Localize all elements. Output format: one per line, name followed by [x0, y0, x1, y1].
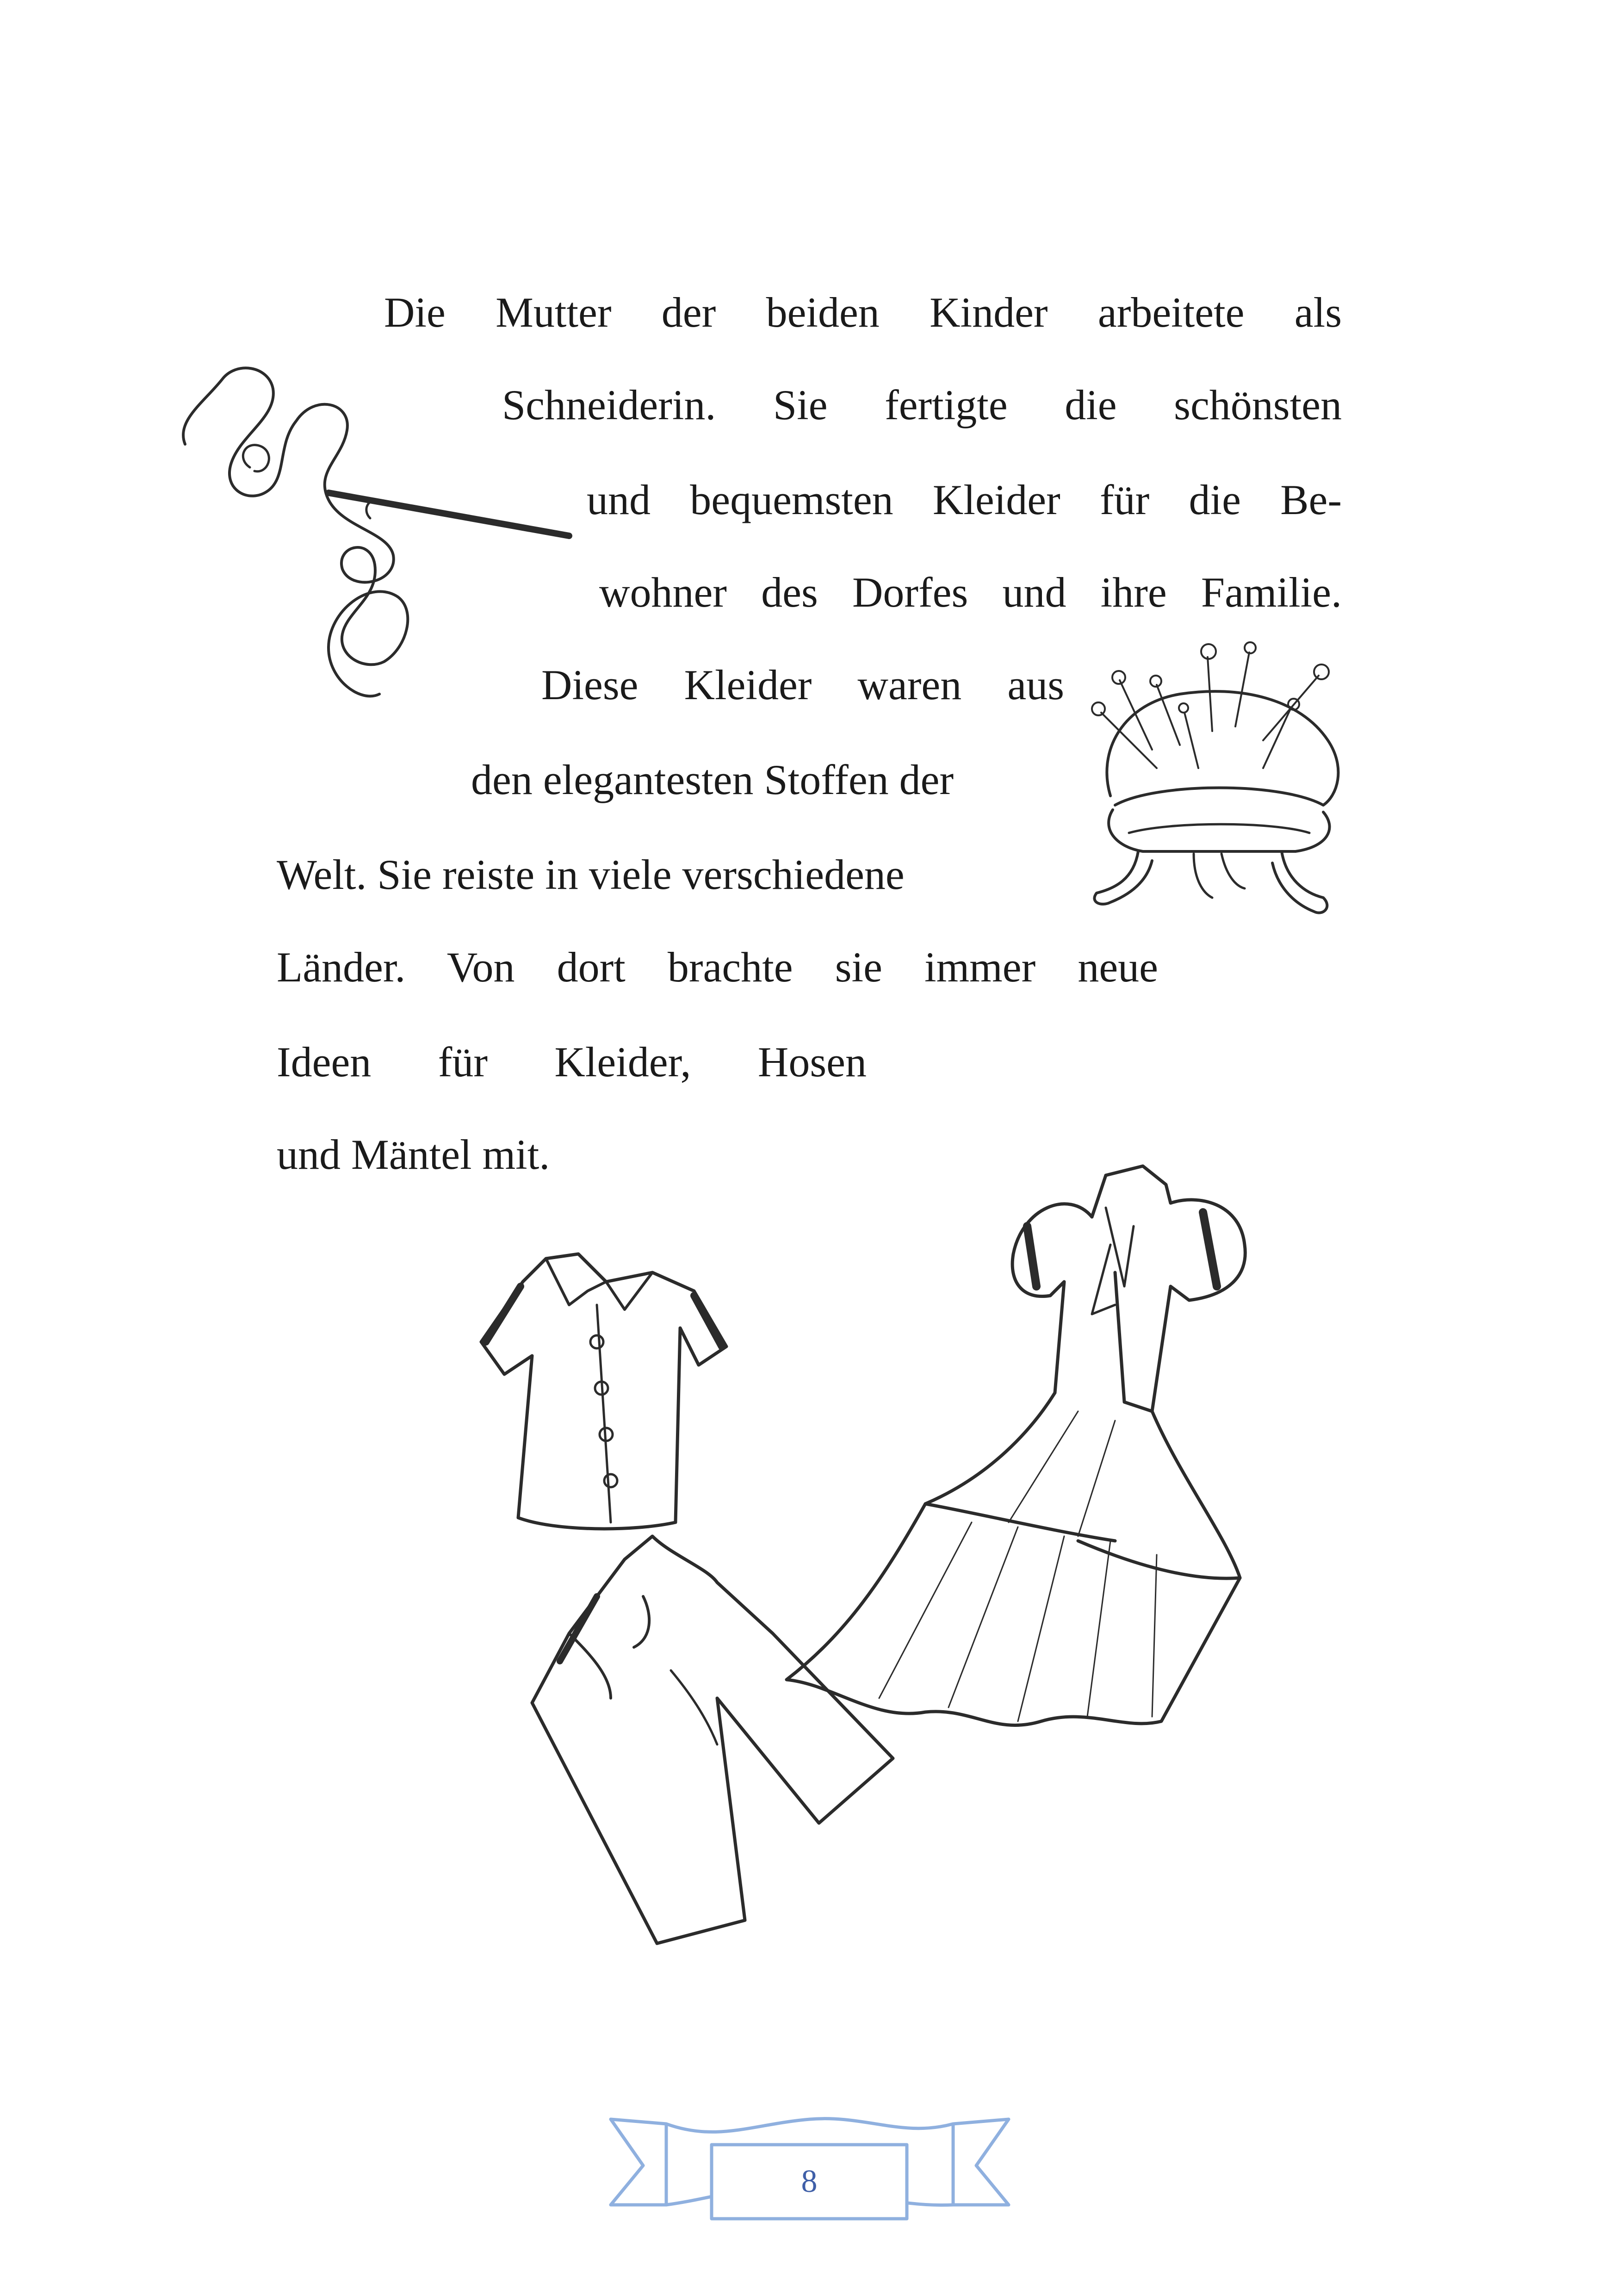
text-line-3: und bequemsten Kleider für die Be- [587, 476, 1342, 523]
pincushion-icon [1087, 629, 1356, 944]
text-line-1: Die Mutter der beiden Kinder arbeitete als [384, 289, 1342, 336]
dress-icon [787, 1166, 1245, 1725]
text-line-8: Länder. Von dort brachte sie immer neue [277, 943, 1158, 991]
text-line-9: Ideen für Kleider, Hosen [277, 1038, 867, 1086]
text-line-10: und Mäntel mit. [277, 1131, 550, 1178]
text-line-7: Welt. Sie reiste in viele verschiedene [277, 851, 905, 898]
text-line-5: Diese Kleider waren aus [541, 661, 1064, 708]
shirt-icon [481, 1254, 726, 1529]
text-line-2: Schneiderin. Sie fertigte die schönsten [502, 381, 1342, 428]
trousers-icon [532, 1536, 893, 1943]
text-line-6: den elegantesten Stoffen der [471, 756, 954, 803]
needle-and-thread-icon [176, 352, 578, 722]
page-number: 8 [801, 2164, 818, 2199]
shirt-trousers-dress-drawing [393, 1152, 1342, 2008]
text-line-4: wohner des Dorfes und ihre Familie. [599, 569, 1342, 616]
